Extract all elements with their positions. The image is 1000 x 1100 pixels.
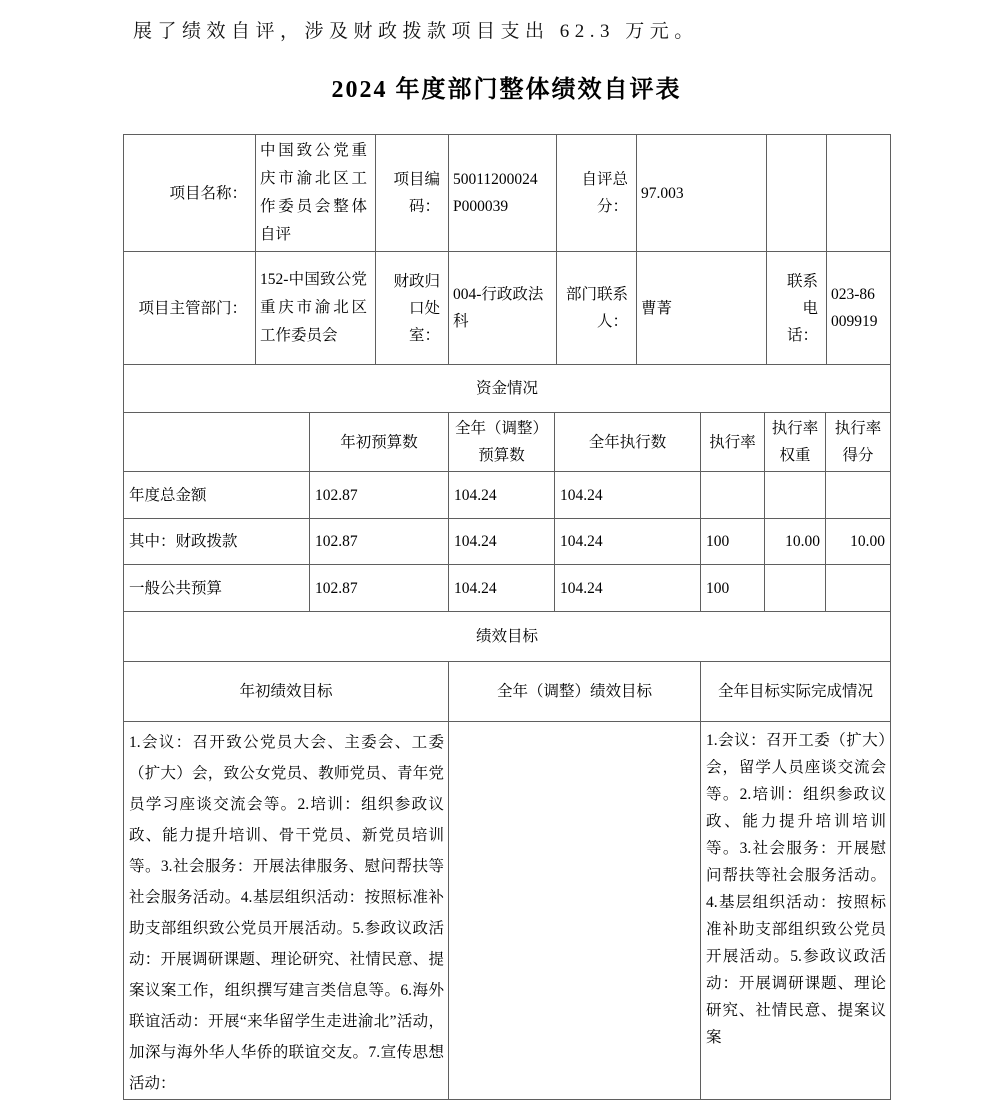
initial-budget-value: 102.87 — [310, 472, 449, 519]
project-info-table — [123, 134, 891, 365]
goals-content-row — [124, 722, 891, 1100]
self-score-value: 97.003 — [637, 135, 767, 252]
project-name-label: 项目名称： — [124, 135, 256, 252]
funding-header-row — [124, 413, 891, 472]
rate-value: 100 — [701, 519, 765, 565]
adjusted-budget-value: 104.24 — [449, 519, 555, 565]
rate-score-value — [826, 472, 891, 519]
project-info-row-1 — [124, 135, 891, 252]
executed-value: 104.24 — [555, 519, 701, 565]
rate-weight-value — [765, 565, 826, 612]
rate-value — [701, 472, 765, 519]
rate-score-value: 10.00 — [826, 519, 891, 565]
project-code-value: 50011200024P000039 — [449, 135, 557, 252]
initial-budget-value: 102.87 — [310, 519, 449, 565]
row-label: 其中：财政拨款 — [124, 519, 310, 565]
row-label: 年度总金额 — [124, 472, 310, 519]
funding-col-blank — [124, 413, 310, 472]
contact-person-value: 曹菁 — [637, 252, 767, 365]
adjusted-budget-value: 104.24 — [449, 472, 555, 519]
executed-value: 104.24 — [555, 472, 701, 519]
dept-value: 152-中国致公党重庆市渝北区工作委员会 — [256, 252, 376, 365]
funding-section-row — [124, 365, 891, 413]
rate-score-value — [826, 565, 891, 612]
initial-budget-value: 102.87 — [310, 565, 449, 612]
row-label: 一般公共预算 — [124, 565, 310, 612]
contact-person-label: 部门联系人： — [557, 252, 637, 365]
empty-cell — [767, 135, 827, 252]
funding-col-initial-budget: 年初预算数 — [310, 413, 449, 472]
page-title: 2024 年度部门整体绩效自评表 — [331, 77, 682, 103]
goals-col-initial: 年初绩效目标 — [124, 662, 449, 722]
adjusted-budget-value: 104.24 — [449, 565, 555, 612]
finance-office-value: 004-行政政法科 — [449, 252, 557, 365]
phone-value: 023-86009919 — [827, 252, 891, 365]
goals-section-title: 绩效目标 — [124, 612, 891, 662]
self-score-label: 自评总分： — [557, 135, 637, 252]
intro-paragraph: 展了绩效自评，涉及财政拨款项目支出 62.3 万元。 — [133, 21, 699, 42]
goals-col-completion: 全年目标实际完成情况 — [701, 662, 891, 722]
project-info-row-2 — [124, 252, 891, 365]
phone-label: 联系电话： — [767, 252, 827, 365]
initial-goal-text: 1.会议：召开致公党员大会、主委会、工委（扩大）会，致公女党员、教师党员、青年党员学习座谈交流会等。2.培训：组织参政议政、能力提升培训、骨干党员、新党员培训等。3.社会服务：开展法律服务、慰问帮扶等社会服务活动。4.基层组织活动：按照标准补助支部组织致公党员开展活动。5.参政议政活动：开展调研课题、理论研究、社情民意、提案议案工作，组织撰写建言类信息等。6.海外联谊活动：开展“来华留学生走进渝北”活动，加深与海外华人华侨的联谊交友。7.宣传思想活动： — [124, 722, 449, 1100]
project-name-value: 中国致公党重庆市渝北区工作委员会整体自评 — [256, 135, 376, 252]
funding-row-fiscal — [124, 519, 891, 565]
funding-col-executed: 全年执行数 — [555, 413, 701, 472]
funding-section-title: 资金情况 — [124, 365, 891, 413]
project-code-label: 项目编码： — [376, 135, 449, 252]
funding-col-rate-weight: 执行率权重 — [765, 413, 826, 472]
funding-table — [123, 364, 891, 612]
self-evaluation-table — [123, 134, 890, 1100]
goals-header-row — [124, 662, 891, 722]
goals-section-row — [124, 612, 891, 662]
adjusted-goal-text — [449, 722, 701, 1100]
rate-weight-value — [765, 472, 826, 519]
funding-row-total — [124, 472, 891, 519]
rate-value: 100 — [701, 565, 765, 612]
finance-office-label: 财政归口处室： — [376, 252, 449, 365]
funding-col-rate: 执行率 — [701, 413, 765, 472]
dept-label: 项目主管部门： — [124, 252, 256, 365]
rate-weight-value: 10.00 — [765, 519, 826, 565]
goals-col-adjusted: 全年（调整）绩效目标 — [449, 662, 701, 722]
empty-cell — [827, 135, 891, 252]
completion-text: 1.会议：召开工委（扩大）会，留学人员座谈交流会等。2.培训：组织参政议政、能力提升培训培训等。3.社会服务：开展慰问帮扶等社会服务活动。4.基层组织活动：按照标准补助支部组织致公党员开展活动。5.参政议政活动：开展调研课题、理论研究、社情民意、提案议案 — [701, 722, 891, 1100]
funding-col-rate-score: 执行率得分 — [826, 413, 891, 472]
executed-value: 104.24 — [555, 565, 701, 612]
funding-col-adjusted-budget: 全年（调整）预算数 — [449, 413, 555, 472]
funding-row-public-budget — [124, 565, 891, 612]
goals-table — [123, 611, 891, 1100]
